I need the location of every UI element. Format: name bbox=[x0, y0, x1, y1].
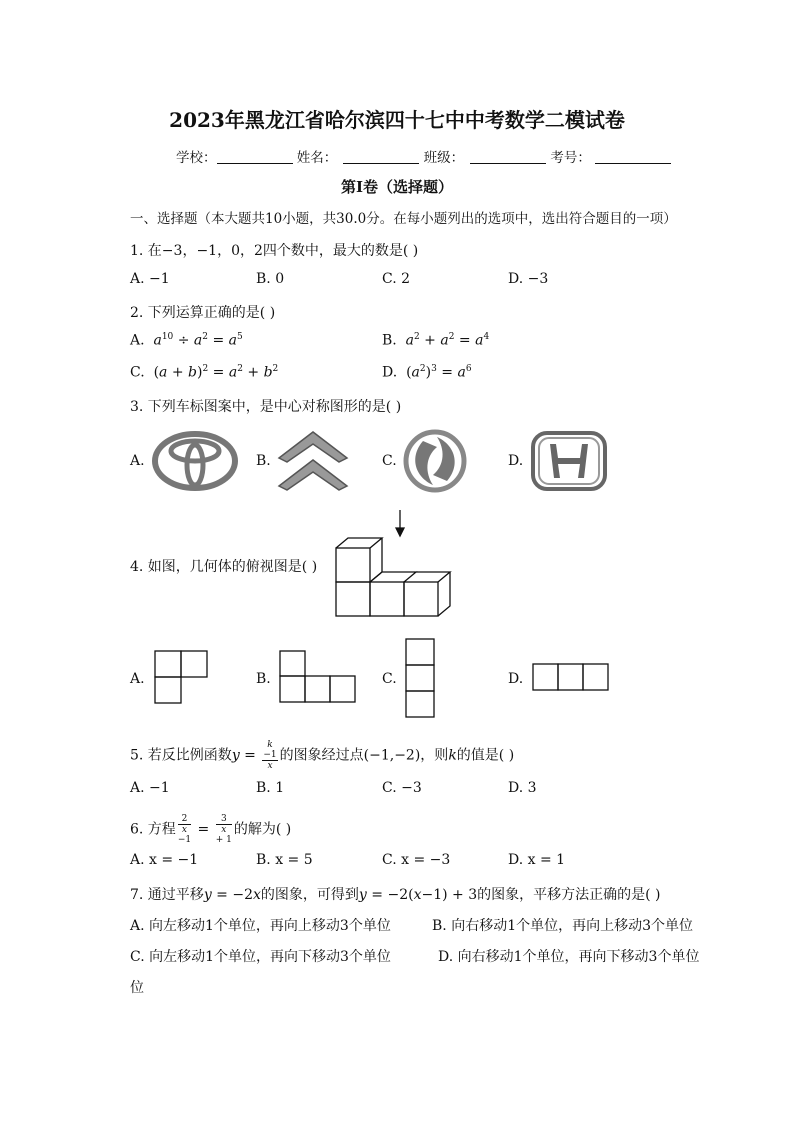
question-5-option-c[interactable]: C. −3 bbox=[382, 780, 422, 796]
question-2-stem: 2. 下列运算正确的是( ) bbox=[130, 305, 276, 321]
dongfeng-logo-icon bbox=[403, 429, 467, 493]
question-7-option-a[interactable]: A. 向左移动1个单位，再向上移动3个单位 bbox=[130, 918, 391, 934]
question-1-option-b[interactable]: B. 0 bbox=[256, 271, 285, 287]
part-one-heading: 一、选择题（本大题共10小题，共30.0分。在每小题列出的选项中，选出符合题目的一项） bbox=[130, 211, 677, 227]
question-5-option-a[interactable]: A. −1 bbox=[130, 780, 170, 796]
top-view-option-a-diagram bbox=[154, 650, 210, 706]
question-3-option-b[interactable]: B. bbox=[256, 453, 271, 469]
question-6-option-c[interactable]: C. x = −3 bbox=[382, 852, 451, 868]
question-7-option-c[interactable]: C. 向左移动1个单位，再向下移动3个单位 bbox=[130, 949, 391, 965]
question-7-stem: 7. 通过平移y = −2x的图象，可得到y = −2(x−1) + 3的图象，平移方法正确的是( ) bbox=[130, 887, 661, 903]
name-label: 姓名： bbox=[296, 150, 338, 166]
question-1-stem: 1. 在−3，−1，0，2四个数中，最大的数是( ) bbox=[130, 243, 419, 259]
question-2-option-c[interactable]: C. $(a + b)^2 = a^2 + b^2$ bbox=[130, 364, 279, 381]
question-4-stem: 4. 如图，几何体的俯视图是( ) bbox=[130, 559, 318, 575]
question-3-stem: 3. 下列车标图案中，是中心对称图形的是( ) bbox=[130, 399, 402, 415]
question-5-option-b[interactable]: B. 1 bbox=[256, 780, 285, 796]
question-2-option-d[interactable]: D. $(a^2)^3 = a^6$ bbox=[382, 364, 472, 381]
exam-no-label: 考号： bbox=[550, 150, 591, 166]
question-6-option-a[interactable]: A. x = −1 bbox=[130, 852, 199, 868]
top-view-option-c-diagram bbox=[405, 638, 437, 720]
question-4-option-c[interactable]: C. bbox=[382, 671, 397, 687]
school-label: 学校： bbox=[176, 150, 217, 166]
question-4-option-d[interactable]: D. bbox=[508, 671, 524, 687]
question-1-option-a[interactable]: A. −1 bbox=[130, 271, 170, 287]
question-5-stem: 5. 若反比例函数y = k −1 x 的图象经过点(−1,−2)，则k的值是( ) bbox=[130, 740, 515, 771]
question-7-option-b[interactable]: B. 向右移动1个单位，再向上移动3个单位 bbox=[432, 918, 694, 934]
page-title: 2023年黑龙江省哈尔滨四十七中中考数学二模试卷 bbox=[169, 108, 625, 132]
question-7-option-d-wrap: 位 bbox=[130, 980, 144, 996]
question-4-option-b[interactable]: B. bbox=[256, 671, 271, 687]
question-5-option-d[interactable]: D. 3 bbox=[508, 780, 537, 796]
exam-no-blank[interactable] bbox=[595, 149, 671, 164]
question-1-option-d[interactable]: D. −3 bbox=[508, 271, 549, 287]
question-2-option-a[interactable]: A. $a^{10} \div a^2 = a^5$ bbox=[130, 332, 243, 349]
question-6-option-d[interactable]: D. x = 1 bbox=[508, 852, 566, 868]
top-view-option-b-diagram bbox=[279, 650, 359, 706]
question-3-option-d[interactable]: D. bbox=[508, 453, 524, 469]
student-info-line bbox=[176, 146, 671, 166]
question-4-option-a[interactable]: A. bbox=[130, 671, 145, 687]
section-title: 第Ⅰ卷（选择题） bbox=[340, 178, 454, 196]
question-6-stem: 6. 方程 2 x −1 = 3 x + 1 的解为( ) bbox=[130, 814, 292, 845]
citroen-logo-icon bbox=[275, 428, 351, 494]
honda-logo-icon bbox=[530, 430, 608, 492]
solid-figure-diagram bbox=[330, 508, 455, 618]
school-blank[interactable] bbox=[217, 149, 293, 164]
question-6-option-b[interactable]: B. x = 5 bbox=[256, 852, 313, 868]
toyota-logo-icon bbox=[152, 431, 238, 491]
question-3-option-a[interactable]: A. bbox=[130, 453, 145, 469]
top-view-option-d-diagram bbox=[532, 663, 612, 693]
name-blank[interactable] bbox=[343, 149, 419, 164]
question-2-option-b[interactable]: B. $a^2 + a^2 = a^4$ bbox=[382, 332, 490, 349]
class-blank[interactable] bbox=[470, 149, 546, 164]
question-1-option-c[interactable]: C. 2 bbox=[382, 271, 411, 287]
question-3-option-c[interactable]: C. bbox=[382, 453, 397, 469]
question-7-option-d[interactable]: D. 向右移动1个单位，再向下移动3个单位 bbox=[438, 949, 700, 965]
class-label: 班级： bbox=[423, 150, 465, 166]
